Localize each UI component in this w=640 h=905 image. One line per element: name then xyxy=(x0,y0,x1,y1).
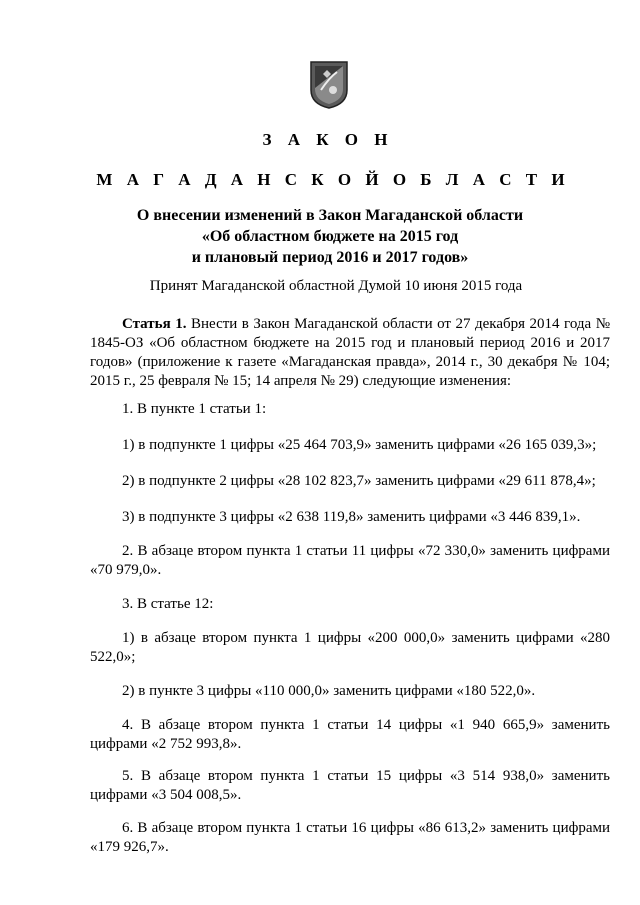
item-1-sub-1: 1) в подпункте 1 цифры «25 464 703,9» заменить цифрами «26 165 039,3»; xyxy=(122,437,597,453)
item-3-sub-2: 2) в пункте 3 цифры «110 000,0» заменить цифрами «180 522,0». xyxy=(122,683,536,699)
item-1-sub-3: 3) в подпункте 3 цифры «2 638 119,8» заменить цифрами «3 446 839,1». xyxy=(122,509,581,525)
article-label: Статья 1. xyxy=(122,316,187,332)
item-3-sub-1: 1) в абзаце втором пункта 1 цифры «200 000,0» заменить цифрами «280 522,0»; xyxy=(90,630,610,665)
item-5: 5. В абзаце втором пункта 1 статьи 15 цифры «3 514 938,0» заменить цифрами «3 504 008,5». xyxy=(90,768,610,803)
subject-line: и плановый период 2016 и 2017 годов» xyxy=(191,249,469,266)
subject-line: О внесении изменений в Закон Магаданской области xyxy=(136,207,524,224)
item-1-sub-2: 2) в подпункте 2 цифры «28 102 823,7» заменить цифрами «29 611 878,4»; xyxy=(122,473,596,489)
article-1 xyxy=(90,315,610,391)
document-title: З А К О Н xyxy=(262,130,394,149)
item-6: 6. В абзаце втором пункта 1 статьи 16 цифры «86 613,2» заменить цифрами «179 926,7». xyxy=(90,820,610,855)
adoption-note: Принят Магаданской областной Думой 10 июня 2015 года xyxy=(149,278,523,294)
item-2: 2. В абзаце втором пункта 1 статьи 11 цифры «72 330,0» заменить цифрами «70 979,0». xyxy=(90,543,610,578)
coat-of-arms-icon xyxy=(309,60,349,110)
item-4: 4. В абзаце втором пункта 1 статьи 14 цифры «1 940 665,9» заменить цифрами «2 752 993,8». xyxy=(90,717,610,752)
item-3: 3. В статье 12: xyxy=(122,596,214,612)
article-intro: Внести в Закон Магаданской области от 27 декабря 2014 года № 1845-ОЗ «Об областном бюджете на 2015 год и плановый период 2016 и 2017 годов» (приложение к газете «Магаданская правда», 2014 г., 30 декабря № 104; 2015 г., 25 февраля № 15; 14 апреля № 29) следующие изменения: xyxy=(90,316,611,389)
region-title: М А Г А Д А Н С К О Й О Б Л А С Т И xyxy=(96,170,570,189)
item-1: 1. В пункте 1 статьи 1: xyxy=(122,401,267,417)
law-subject xyxy=(90,205,570,268)
subject-line: «Об областном бюджете на 2015 год xyxy=(201,228,459,245)
